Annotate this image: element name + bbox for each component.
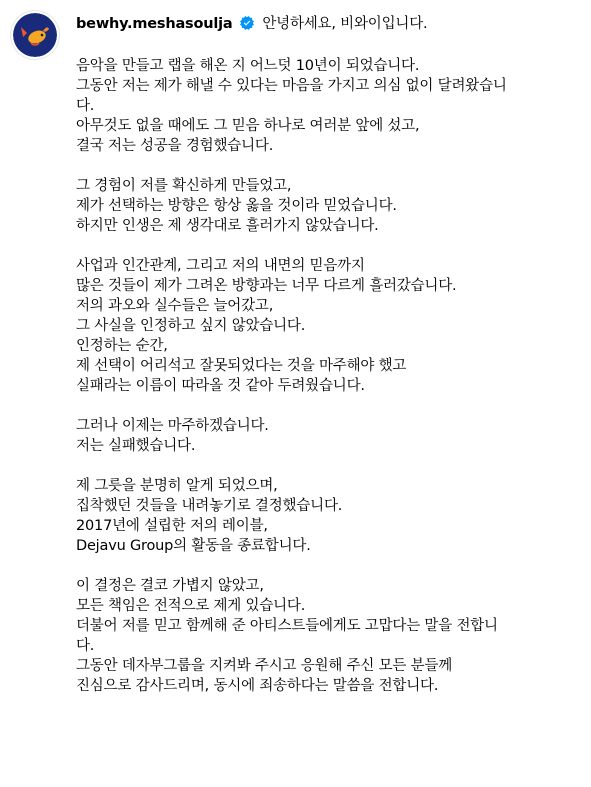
caption-line: 이 결정은 결코 가볍지 않았고, bbox=[76, 578, 264, 594]
caption-line: 사업과 인간관계, 그리고 저의 내면의 믿음까지 bbox=[76, 258, 365, 274]
paragraph-1 bbox=[76, 56, 581, 156]
caption-line: 제가 선택하는 방향은 항상 옳을 것이라 믿었습니다. bbox=[76, 198, 397, 214]
caption-line: 모든 책임은 전적으로 제게 있습니다. bbox=[76, 598, 306, 614]
caption-line: 다. bbox=[76, 638, 95, 654]
caption-line: 저는 실패했습니다. bbox=[76, 438, 196, 454]
paragraph-4 bbox=[76, 416, 581, 456]
caption-line: 더불어 저를 믿고 함께해 준 아티스트들에게도 고맙다는 말을 전합니 bbox=[76, 618, 498, 634]
caption-line: 그동안 저는 제가 해낼 수 있다는 마음을 가지고 의심 없이 달려왔습니 bbox=[76, 78, 507, 94]
paragraph-5 bbox=[76, 476, 581, 556]
username-link[interactable]: bewhy.meshasoulja bbox=[76, 16, 233, 32]
caption-line: 그동안 데자부그룹을 지켜봐 주시고 응원해 주신 모든 분들께 bbox=[76, 658, 453, 674]
caption-line: 그 경험이 저를 확신하게 만들었고, bbox=[76, 178, 292, 194]
paragraph-3 bbox=[76, 256, 581, 396]
avatar[interactable] bbox=[11, 11, 59, 59]
caption-line: 제 선택이 어리석고 잘못되었다는 것을 마주해야 했고 bbox=[76, 358, 407, 374]
caption-body bbox=[76, 56, 581, 696]
caption-line: 다. bbox=[76, 98, 95, 114]
caption-line: 그러나 이제는 마주하겠습니다. bbox=[76, 418, 269, 434]
caption-line: 제 그릇을 분명히 알게 되었으며, bbox=[76, 478, 278, 494]
caption-line: 음악을 만들고 랩을 해온 지 어느덧 10년이 되었습니다. bbox=[76, 58, 420, 74]
caption-line: 아무것도 없을 때에도 그 믿음 하나로 여러분 앞에 섰고, bbox=[76, 118, 420, 134]
caption-line: 결국 저는 성공을 경험했습니다. bbox=[76, 138, 274, 154]
caption-line: Dejavu Group의 활동을 종료합니다. bbox=[76, 538, 311, 554]
caption-line: 많은 것들이 제가 그려온 방향과는 너무 다르게 흘러갔습니다. bbox=[76, 278, 457, 294]
avatar-goldfish-icon bbox=[13, 13, 57, 57]
caption-line: 집착했던 것들을 내려놓기로 결정했습니다. bbox=[76, 498, 343, 514]
greeting-text: 안녕하세요, 비와이입니다. bbox=[262, 16, 428, 32]
caption-line: 실패라는 이름이 따라올 것 같아 두려웠습니다. bbox=[76, 378, 365, 394]
verified-badge-icon bbox=[240, 16, 254, 30]
caption-line: 2017년에 설립한 저의 레이블, bbox=[76, 518, 268, 534]
caption bbox=[76, 14, 581, 716]
paragraph-6 bbox=[76, 576, 581, 696]
caption-line: 저의 과오와 실수들은 늘어갔고, bbox=[76, 298, 274, 314]
caption-header bbox=[76, 14, 581, 36]
caption-line: 진심으로 감사드리며, 동시에 죄송하다는 말씀을 전합니다. bbox=[76, 678, 439, 694]
caption-line: 하지만 인생은 제 생각대로 흘러가지 않았습니다. bbox=[76, 218, 379, 234]
caption-line: 인정하는 순간, bbox=[76, 338, 168, 354]
paragraph-2 bbox=[76, 176, 581, 236]
caption-line: 그 사실을 인정하고 싶지 않았습니다. bbox=[76, 318, 306, 334]
